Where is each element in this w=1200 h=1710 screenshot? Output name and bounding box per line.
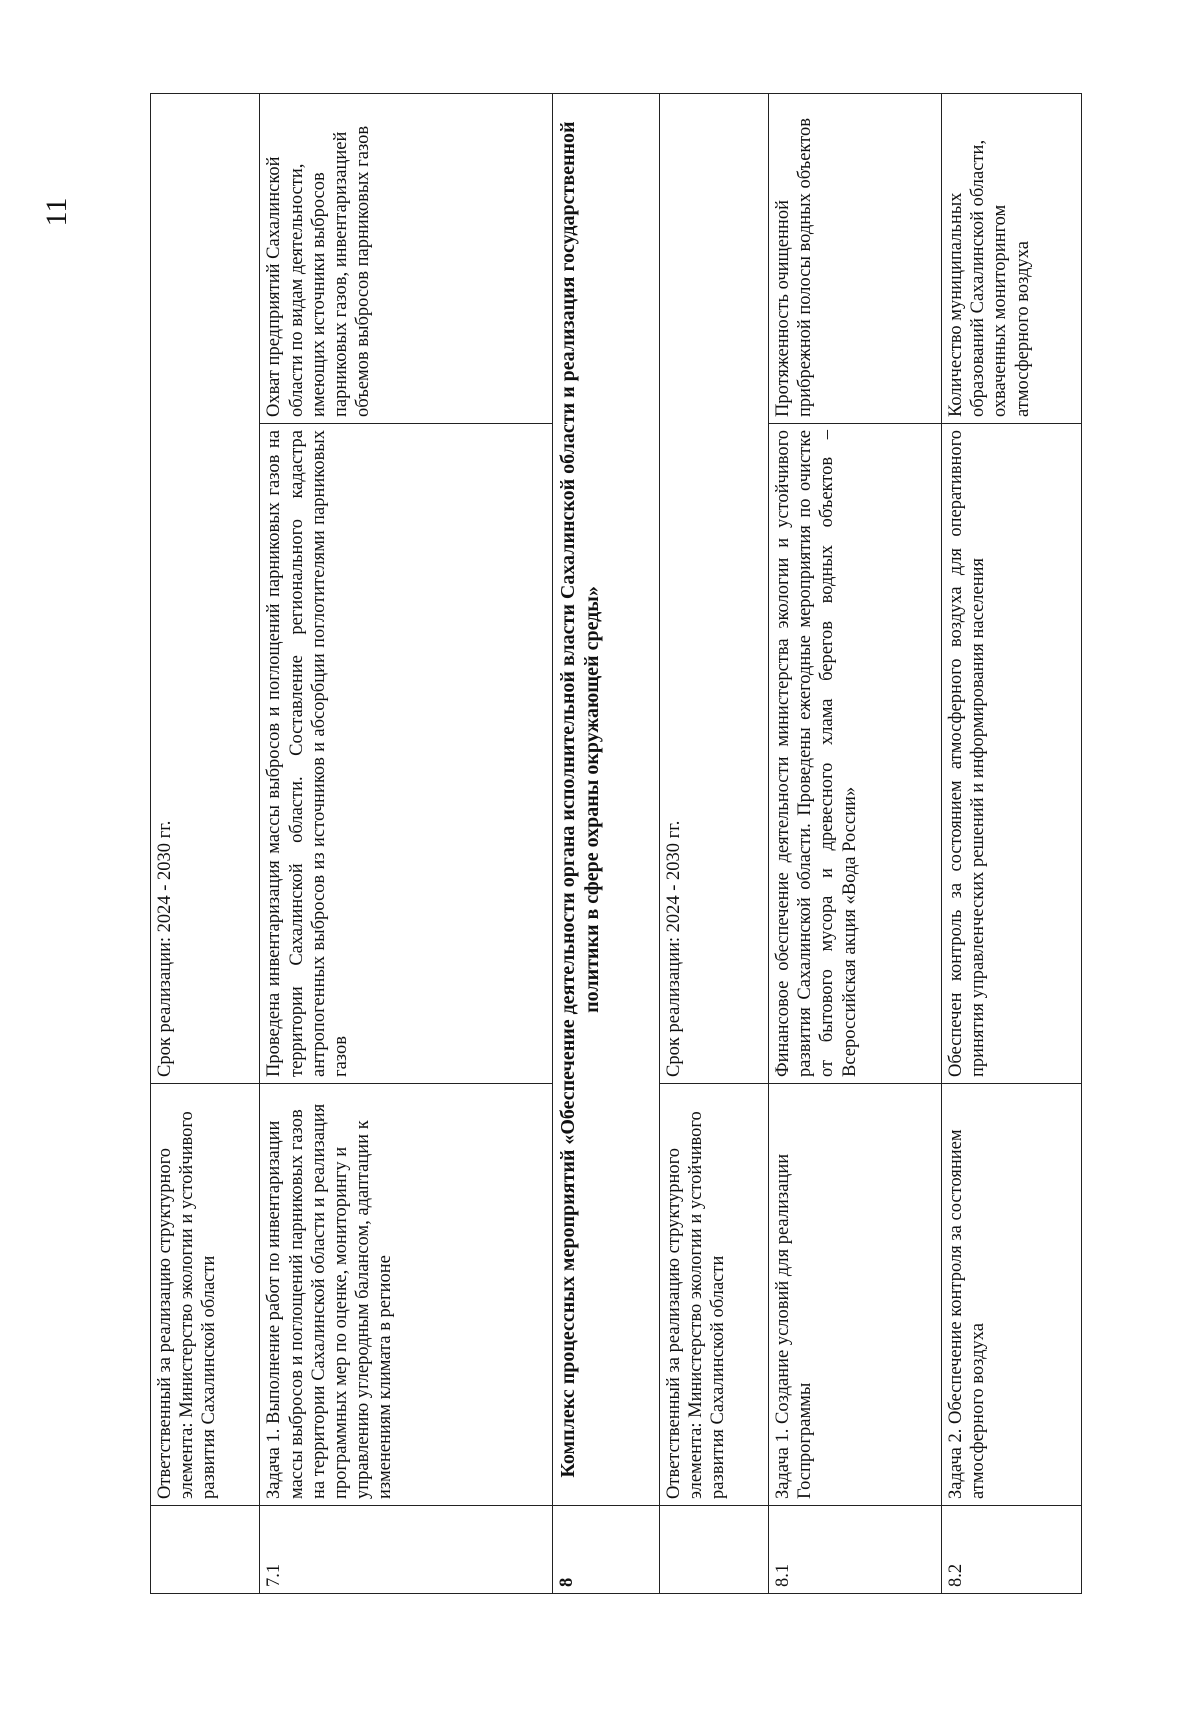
table-row (260, 93, 553, 1593)
program-table (150, 93, 1082, 1594)
table-row (151, 93, 260, 1593)
table-row (769, 93, 942, 1593)
table-row (552, 93, 659, 1593)
table-row (942, 93, 1082, 1593)
row-number-cell (151, 1506, 260, 1594)
page-number: 11 (40, 197, 73, 227)
section-title-cell: Комплекс процессных мероприятий «Обеспечение деятельности органа исполнительной власти Сахалинской области и реализация государственной политики в сфере охраны окружающей среды» (552, 93, 659, 1505)
table-row (659, 93, 768, 1593)
indicator-cell: Протяженность очищенной прибрежной полосы водных объектов (769, 93, 942, 423)
responsible-cell: Ответственный за реализацию структурного элемента: Министерство экологии и устойчивого развития Сахалинской области (659, 1084, 768, 1506)
result-cell: Обеспечен контроль за состоянием атмосферного воздуха для оперативного принятия управленческих решений и информирования населения (942, 424, 1082, 1084)
rotated-table-container (150, 94, 1082, 1594)
indicator-cell: Количество муниципальных образований Сахалинской области, охваченных мониторингом атмосферного воздуха (942, 93, 1082, 423)
section-number-cell: 8 (552, 1506, 659, 1594)
indicator-cell: Охват предприятий Сахалинской области по видам деятельности, имеющих источники выбросов парниковых газов, инвентаризацией объемов выбросов парниковых газов (260, 93, 553, 423)
task-cell: Задача 1. Выполнение работ по инвентаризации массы выбросов и поглощений парниковых газов на территории Сахалинской области и реализация программных мер по оценке, мониторингу и управлению углеродным балансом, адаптации к изменениям климата в регионе (260, 1084, 553, 1506)
result-cell: Проведена инвентаризация массы выбросов и поглощений парниковых газов на территории Сахалинской области. Составление регионального кадастра антропогенных выбросов из источников и абсорбции поглотителями парниковых газов (260, 424, 553, 1084)
result-cell: Финансовое обеспечение деятельности министерства экологии и устойчивого развития Сахалинской области. Проведены ежегодные мероприятия по очистке от бытового мусора и древесного хлама берегов водных объектов – Всероссийская акция «Вода России» (769, 424, 942, 1084)
row-number-cell (659, 1506, 768, 1594)
task-cell: Задача 1. Создание условий для реализации Госпрограммы (769, 1084, 942, 1506)
row-number-cell: 8.2 (942, 1506, 1082, 1594)
task-cell: Задача 2. Обеспечение контроля за состоянием атмосферного воздуха (942, 1084, 1082, 1506)
row-number-cell: 7.1 (260, 1506, 553, 1594)
period-cell: Срок реализации: 2024 - 2030 гг. (151, 93, 260, 1083)
responsible-cell: Ответственный за реализацию структурного элемента: Министерство экологии и устойчивого развития Сахалинской области (151, 1084, 260, 1506)
period-cell: Срок реализации: 2024 - 2030 гг. (659, 93, 768, 1083)
row-number-cell: 8.1 (769, 1506, 942, 1594)
